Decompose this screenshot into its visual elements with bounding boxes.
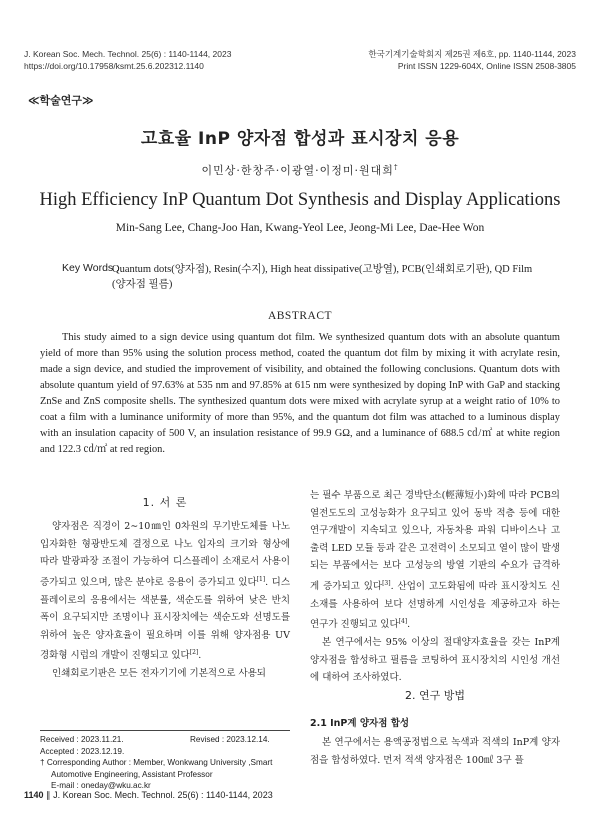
citation-4[interactable]: [4] <box>398 618 408 626</box>
received-date: Received : 2023.11.21. <box>40 735 124 744</box>
footnote-divider <box>40 730 290 731</box>
footer-journal: J. Korean Soc. Mech. Technol. 25(6) : 1140-1144, 2023 <box>53 790 273 800</box>
subsection-2-1-heading: 2.1 InP계 양자점 합성 <box>310 718 410 729</box>
corresponding-author-line-1: † Corresponding Author : Member, Wonkwang University ,Smart <box>40 758 273 767</box>
issn-info: Print ISSN 1229-604X, Online ISSN 2508-3805 <box>397 61 576 71</box>
keywords-line-1: Quantum dots(양자점), Resin(수지), High heat dissipative(고방열), PCB(인쇄회로기판), QD Film <box>112 264 533 275</box>
doi-link[interactable]: https://doi.org/10.17958/ksmt.25.6.202312.1140 <box>24 61 204 71</box>
corresponding-author-line-2: Automotive Engineering, Assistant Professor <box>51 769 213 779</box>
citation-1[interactable]: [1] <box>256 575 266 583</box>
journal-citation: J. Korean Soc. Mech. Technol. 25(6) : 1140-1144, 2023 <box>24 49 232 59</box>
corresponding-mark: † <box>393 163 399 172</box>
journal-citation-ko: 한국기계기술학회지 제25권 제6호, pp. 1140-1144, 2023 <box>368 49 576 59</box>
title-english: High Efficiency InP Quantum Dot Synthesis and Display Applications <box>39 190 561 210</box>
accepted-date: Accepted : 2023.12.19. <box>40 746 125 756</box>
authors-english: Min-Sang Lee, Chang-Joo Han, Kwang-Yeol Lee, Jeong-Mi Lee, Dae-Hee Won <box>115 222 485 234</box>
intro-paragraph-1: 양자점은 직경이 2∼10㎚인 0차원의 무기반도체를 나노입자화한 형광반도체 결정으로 나노 입자의 크기와 형상에 따라 발광파장 조절이 가능하여 디스플레이 소재로서 사용이 증가되고 있으며, 많은 분야로 응용이 증가되고 있다[1]. 디스플레이로의 응용에서는 색분률, 색순도를 위하여 낮은 반치폭이 요구되지만 조명이나 표시장치에는 색순도와 선명도를 위하여 높은 양자효율이 필요하며 이를 위해 양자점용 UV 경화형 시럽의 개발이 진행되고 있다[2]. <box>40 521 290 662</box>
page-footer <box>24 790 273 801</box>
article-category: ≪학술연구≫ <box>28 94 94 107</box>
right-column-text <box>310 487 560 687</box>
authors-korean <box>0 162 600 178</box>
section-2-heading: 2. 연구 방법 <box>405 689 465 702</box>
section-1-heading: 1. 서 론 <box>142 496 188 509</box>
citation-2[interactable]: [2] <box>189 649 199 657</box>
abstract-body: This study aimed to a sign device using quantum dot film. We synthesized quantum dots with an absolute quantum yield of more than 95% using the solution process method, coated the quantum dot film by mixing it with acrylate resin, made a sign device, and studied the improvement of visibility, and obtained the following conclusions. Quantum dots with absolute quantum yield of 97.63% at 535 nm and 97.85% at 615 nm were synthesized by doping InP with GaP and stacking ZnSe and ZnS composite shells. The synthesized quantum dots were mixed with acrylate syrup at a weight ratio of 10% to coat a film with a luminance uniformity of more than 95%, and the quantum dot film was attached to a luminous display with an insulation capacity of 500 V, an insulation resistance of 99.9 GΩ, and a luminance of 688.5 ㏅/㎡ at white region and 122.3 ㏅/㎡ at red region. <box>40 332 560 455</box>
keywords-label: Key Words : <box>62 262 119 274</box>
authors-korean-names: 이민상·한창주·이광열·이정미·원대희 <box>201 164 394 177</box>
keywords-line-2: (양자점 필름) <box>112 279 173 290</box>
revised-date: Revised : 2023.12.14. <box>190 735 270 744</box>
footer-separator: ∥ <box>46 790 51 800</box>
methods-paragraph-1: 본 연구에서는 용액공정법으로 녹색과 적색의 InP계 양자점을 합성하였다. 먼저 적색 양자점은 100㎖ 3구 플 <box>310 737 560 766</box>
intro-paragraph-3: 본 연구에서는 95% 이상의 절대양자효율을 갖는 InP계 양자점을 합성하고 필름을 코팅하여 표시장치의 시인성 개선에 대하여 조사하였다. <box>310 637 560 684</box>
abstract-heading: ABSTRACT <box>267 310 333 322</box>
citation-3[interactable]: [3] <box>382 579 391 587</box>
keywords-text <box>112 262 552 292</box>
author-email[interactable]: E-mail : oneday@wku.ac.kr <box>51 781 151 790</box>
title-korean: 고효율 InP 양자점 합성과 표시장치 응용 <box>140 129 460 149</box>
page-number: 1140 <box>24 790 44 800</box>
methods-text <box>310 734 560 769</box>
left-column-text <box>40 518 290 683</box>
intro-paragraph-2: 인쇄회로기판은 모든 전자기기에 기본적으로 사용되 <box>52 668 266 680</box>
intro-paragraph-2-cont: 는 필수 부품으로 최근 경박단소(輕薄短小)화에 따라 PCB의 열전도도의 고성능화가 요구되고 있어 동박 적층 등에 대한 연구개발이 지속되고 있으나, 자동차용 파워 디바이스나 고출력 LED 모듈 등과 같은 고전력이 소모되고 열이 많이 발생되는 부품에서는 보다 고성능의 방열 기판의 수요가 급격하게 증가되고 있다[3]. 산업이 고도화됨에 따라 표시장치도 신소재를 사용하여 보다 선명하게 시인성을 제공하고자 하는 연구가 진행되고 있다[4]. <box>310 490 561 631</box>
